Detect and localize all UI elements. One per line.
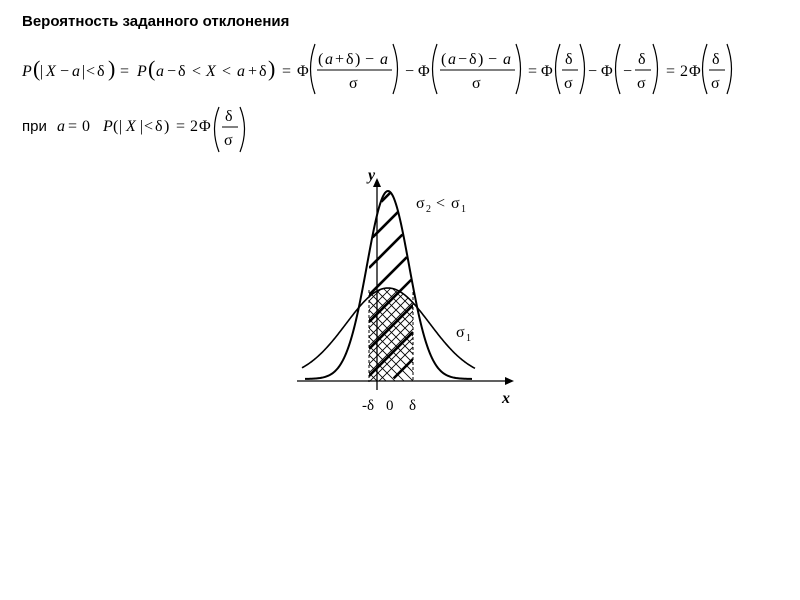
f1-n2-lparen: ( [441,51,447,68]
s1-sigma: σ [456,324,465,341]
f1-n2-a2: a [503,51,511,68]
f1-eq4: = [666,63,676,80]
hatch-line-fine [360,232,420,292]
cond-sub-1: 1 [461,204,466,215]
f1-eq3: = [528,63,538,80]
cond-sigma-b: σ [451,195,460,212]
f1-lt3: < [222,63,232,80]
f2-bar2: | [140,118,144,135]
condition-label [416,195,466,215]
f1-n4-delta: δ [638,51,646,68]
hatch-line-fine [360,214,420,274]
f1-n1-a: a [325,51,333,68]
x-axis-label: x [502,390,510,407]
f1-d5-sigma: σ [711,75,720,92]
f1-minus3: − [405,63,415,80]
f2-lparen: ( [113,118,119,135]
f1-delta3: δ [259,63,267,80]
f1-n3-delta: δ [565,51,573,68]
f1-delta: δ [97,63,105,80]
f2-Phi: Φ [199,118,211,135]
f1-n1-plus: + [335,51,345,68]
sigma1-label [456,324,471,344]
f2-zero: 0 [82,118,90,135]
f1-bar2: | [82,63,86,80]
f2-X: X [126,118,136,135]
tick-neg-delta: -δ [362,398,375,414]
f1-lparen2: ( [148,56,156,81]
f1-Phi4: Φ [601,63,613,80]
f2-rparen: ) [164,118,170,135]
f1-eq1: = [120,63,130,80]
f1-d3-sigma: σ [564,75,573,92]
f1-P: P [22,63,32,80]
f1-Phi5: Φ [689,63,701,80]
cond-sub-2: 2 [426,204,431,215]
f1-n1-rparen: ) [355,51,361,68]
f1-n4-minus: − [623,63,633,80]
f2-n-delta: δ [225,108,233,125]
f1-plus1: + [248,63,258,80]
hatch-line-fine [360,178,420,238]
f1-d4-sigma: σ [637,75,646,92]
f2-eq: = [68,118,78,135]
f1-minus4: − [588,63,598,80]
f1-minus2: − [167,63,177,80]
f1-lt: < [86,63,96,80]
f1-X: X [46,63,56,80]
s1-sub: 1 [466,333,471,344]
f1-minus: − [60,63,70,80]
f1-d1-sigma: σ [349,75,358,92]
f2-two: 2 [190,118,198,135]
y-axis-label: y [368,167,376,184]
f1-a3: a [237,63,245,80]
tall-curve-sigma2 [305,191,472,379]
f2-d-sigma: σ [224,132,233,149]
hatch-line-thick [369,235,402,268]
f1-n2-minus2: − [488,51,498,68]
f1-n2-delta: δ [469,51,477,68]
f1-d2-sigma: σ [472,75,481,92]
f1-eq2: = [282,63,292,80]
f1-delta2: δ [178,63,186,80]
f1-a: a [72,63,80,80]
f2-eq2: = [176,118,186,135]
f1-rparen: ) [108,56,116,81]
f1-bar1: | [40,63,44,80]
f2-a: a [57,118,65,135]
f1-rparen2: ) [268,56,276,81]
f1-Phi1: Φ [297,63,309,80]
x-axis-arrow [505,377,514,385]
f1-n1-a2: a [380,51,388,68]
f2-delta: δ [155,118,163,135]
hatch-line-fine [360,187,420,247]
f1-Phi2: Φ [418,63,430,80]
tick-zero: 0 [386,398,394,414]
f1-n5-delta: δ [712,51,720,68]
f1-lparen: ( [33,56,41,81]
f1-n1-minus: − [365,51,375,68]
f1-n2-a: a [448,51,456,68]
f1-a2: a [156,63,164,80]
f2-bar1: | [119,118,123,135]
cond-lt: < [436,195,446,212]
f1-lt2: < [192,63,202,80]
cond-sigma-a: σ [416,195,425,212]
f2-lt: < [144,118,154,135]
f2-P: P [103,118,113,135]
f1-P2: P [137,63,147,80]
f2-pri: при [22,118,47,135]
f1-X2: X [206,63,216,80]
f1-two: 2 [680,63,688,80]
page-title: Вероятность заданного отклонения [22,13,290,30]
f1-n2-minus: − [458,51,468,68]
f1-n1-lparen: ( [318,51,324,68]
tick-delta: δ [409,398,417,414]
f1-Phi3: Φ [541,63,553,80]
f1-n1-delta: δ [346,51,354,68]
f1-n2-rparen: ) [478,51,484,68]
